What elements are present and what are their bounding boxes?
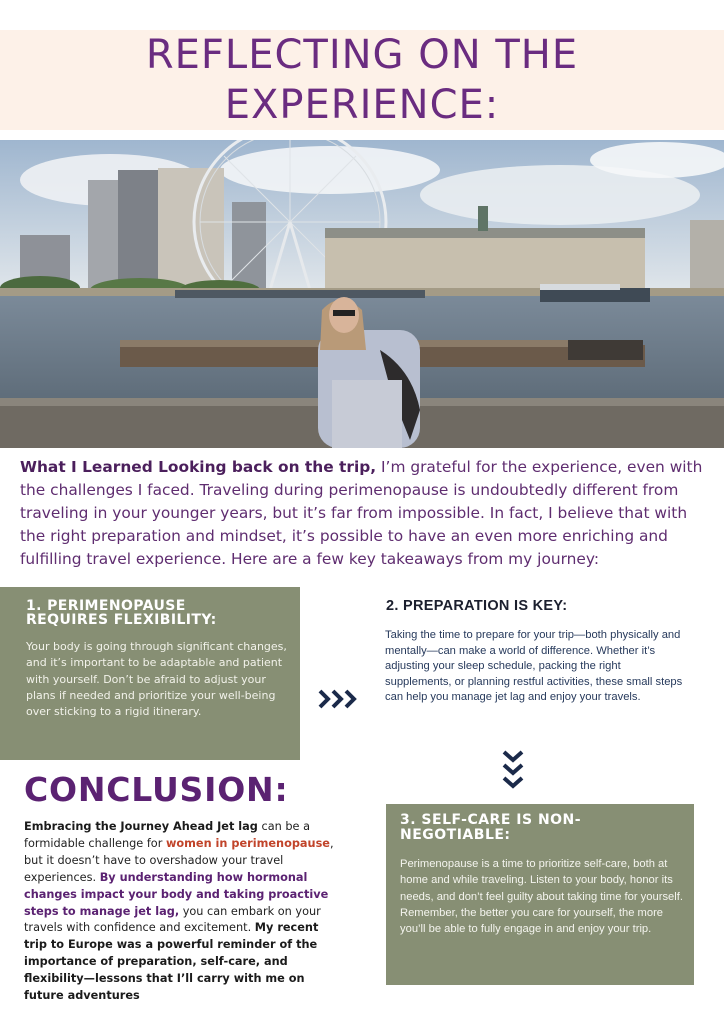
takeaway-3-body xyxy=(400,856,684,937)
takeaway-3-body-1: Perimenopause is a time to prioritize self-care, both at home and while traveling. Listen to your body, honor its needs, and don’t feel guilty about taking time for yourself. xyxy=(400,858,683,903)
page-title xyxy=(0,30,724,130)
takeaway-1-body: Your body is going through significant changes, and it’s important to be adaptable and patient with yourself. Don’t be afraid to adjust your plans if needed and prioritize your well-being over sticking to a rigid itinerary. xyxy=(26,640,287,719)
conclusion-text-3: you can embark on your travels with confidence and excitement. xyxy=(24,904,321,935)
takeaway-1-title-line-1: 1. PERIMENOPAUSE xyxy=(26,598,186,614)
conclusion-highlight-purple: By understanding how hormonal changes impact your body and taking proactive steps to manage jet lag, xyxy=(24,870,329,918)
takeaway-1-title-line-2: REQUIRES FLEXIBILITY: xyxy=(26,612,217,628)
conclusion-text-2: , but it doesn’t have to overshadow your travel experiences. xyxy=(24,836,334,884)
takeaway-3-title-line-2: NEGOTIABLE: xyxy=(400,827,511,843)
takeaway-1-box xyxy=(0,587,300,760)
intro-lead: What I Learned Looking back on the trip, xyxy=(20,458,377,476)
chevrons-right-icon xyxy=(318,684,362,714)
takeaway-3-title xyxy=(400,813,680,843)
intro-body: I’m grateful for the experience, even with the challenges I faced. Traveling during perimenopause is undoubtedly different from traveling in your younger years, but it’s far from impossible. In fact, I believe that with the right preparation and mindset, it’s possible to have an even more enriching and fulfilling travel experience. Here are a few key takeaways from my journey: xyxy=(20,458,703,568)
intro-paragraph xyxy=(20,456,710,571)
conclusion-highlight-red: women in perimenopause xyxy=(165,836,330,850)
title-line-2: EXPERIENCE: xyxy=(224,82,500,128)
title-line-1: REFLECTING ON THE xyxy=(145,32,579,78)
conclusion-closing: My recent trip to Europe was a powerful reminder of the importance of preparation, self-care, and flexibility—lessons that I’ll carry with me on future adventures xyxy=(24,921,319,1003)
takeaway-2-title: 2. PREPARATION IS KEY: xyxy=(386,598,568,614)
takeaway-1-title xyxy=(26,599,286,627)
conclusion-paragraph xyxy=(24,819,344,1005)
takeaway-3-body-2: Remember, the better you care for yourself, the more you’ll be able to fully engage in and enjoy your trip. xyxy=(400,906,664,936)
takeaway-2-body: Taking the time to prepare for your trip—both physically and mentally—can make a world of difference. Whether it’s adjusting your sleep schedule, packing the right supplements, or planning restful activities, these small steps can help you manage jet lag and enjoy your travels. xyxy=(385,629,683,704)
travel-photo xyxy=(0,140,724,448)
chevrons-down-icon xyxy=(497,749,529,791)
conclusion-heading: CONCLUSION: xyxy=(24,770,289,809)
conclusion-text-1: can be a formidable challenge for xyxy=(24,820,311,850)
conclusion-lead: Embracing the Journey Ahead Jet lag xyxy=(24,820,258,833)
takeaway-3-box xyxy=(386,804,694,985)
takeaway-3-title-line-1: 3. SELF-CARE IS NON- xyxy=(400,812,582,828)
